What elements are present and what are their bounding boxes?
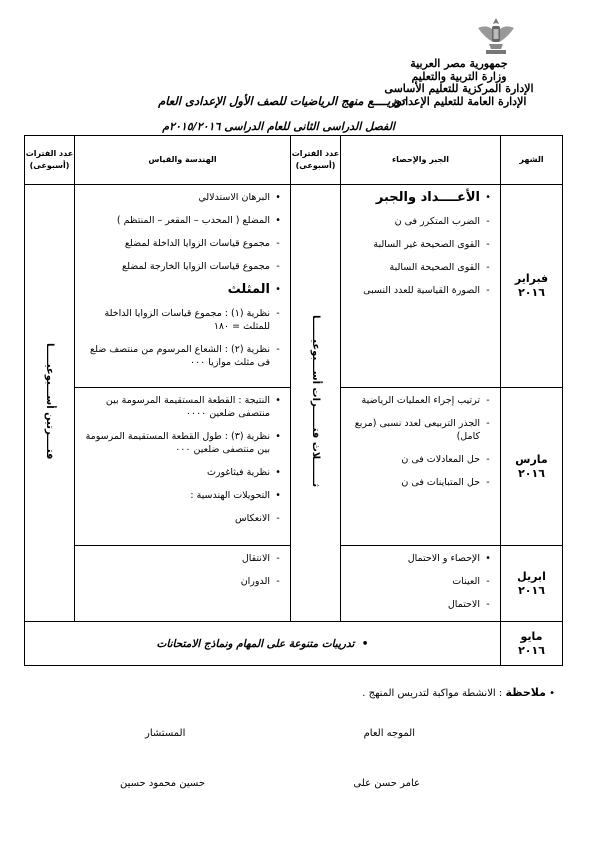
topic-text: الإحصاء و الاحتمال	[407, 553, 480, 564]
dash-icon: -	[486, 262, 490, 273]
geometry-cell	[75, 185, 291, 388]
signature-title-advisor: المستشار	[145, 728, 186, 739]
note-label: ملاحظة	[505, 686, 546, 699]
topic-text: الجذر التربيعى لعدد نسبى (مربع كامل)	[354, 418, 480, 442]
list-item	[345, 215, 494, 228]
list-item	[345, 284, 494, 297]
dash-icon: -	[276, 261, 280, 272]
list-item	[345, 417, 494, 443]
topic-text: الصورة القياسية للعدد النسبى	[363, 285, 480, 296]
topic-text: حل المعادلات فى ن	[401, 454, 480, 465]
list-item	[345, 261, 494, 274]
note-text: : الانشطة مواكبة لتدريس المنهج .	[362, 688, 503, 699]
topic-list	[75, 546, 290, 588]
header-periods: عدد الفترات (أسبوعى)	[291, 136, 341, 185]
topic-text: الانعكاس	[234, 513, 270, 524]
list-item	[79, 552, 284, 565]
bullet-icon: •	[275, 490, 281, 501]
header-month: الشهر	[501, 136, 563, 185]
month-name: مارس	[515, 452, 548, 466]
topic-text: النتيجة : القطعة المستقيمة المرسومة بين منتصفى ضلعين ٠٠٠٠	[105, 395, 270, 419]
list-item	[79, 489, 284, 502]
header-periods: عدد الفترات (أسبوعى)	[25, 136, 75, 185]
topic-text: القوى الصحيحة السالبة	[389, 262, 480, 273]
dash-icon: -	[486, 395, 490, 406]
month-year: ٢٠١٦	[518, 286, 545, 299]
topic-text: نظرية (٣) : طول القطعة المستقيمة المرسومة بين منتصفى ضلعين ٠٠٠	[85, 431, 270, 455]
month-name: مايو	[520, 629, 543, 643]
list-item	[79, 343, 284, 369]
curriculum-table	[24, 135, 563, 666]
note	[362, 686, 555, 699]
signature-name-advisor: حسين محمود حسين	[120, 778, 206, 789]
table-header-row	[25, 136, 563, 185]
final-revision-cell	[25, 622, 501, 666]
topic-text: المثلث	[227, 282, 270, 297]
topic-text: الانتقال	[241, 553, 270, 564]
topic-list	[341, 546, 500, 611]
list-item	[79, 237, 284, 250]
topic-text: ترتيب إجراء العمليات الرياضية	[361, 395, 480, 406]
month-name: ابريل	[517, 569, 546, 583]
month-name: فبراير	[514, 272, 549, 285]
dash-icon: -	[486, 477, 490, 488]
bullet-icon: •	[275, 467, 281, 478]
bullet-icon: •	[275, 215, 281, 226]
signature-title-general-supervisor: الموجه العام	[363, 728, 415, 739]
header-geometry: الهندسة والقياس	[75, 136, 291, 185]
list-item	[79, 283, 284, 297]
topic-text: مجموع قياسات الزوايا الخارجة لمضلع	[122, 261, 270, 272]
topic-text: الدوران	[240, 576, 270, 587]
algebra-cell	[341, 185, 501, 388]
periods-vertical-text: فتــــرتين أســـبوعيـــــا	[44, 343, 55, 460]
list-item	[345, 238, 494, 251]
table-row	[25, 622, 563, 666]
bullet-icon: •	[545, 688, 555, 699]
document-title: توزيــــع منهج الرياضيات للصف الأول الإعدادى العام	[158, 94, 405, 108]
list-item	[345, 453, 494, 466]
dash-icon: -	[486, 576, 490, 587]
list-item	[345, 394, 494, 407]
dash-icon: -	[276, 344, 280, 355]
bullet-icon: •	[354, 637, 369, 650]
dash-icon: -	[276, 238, 280, 249]
list-item	[345, 191, 494, 205]
header-line: الإدارة العامة للتعليم الإعدادى	[391, 94, 527, 108]
bullet-icon: •	[275, 192, 281, 203]
month-cell	[501, 546, 563, 622]
dash-icon: -	[486, 285, 490, 296]
geometry-cell	[75, 388, 291, 546]
bullet-icon: •	[275, 431, 281, 442]
list-item	[345, 476, 494, 489]
month-cell	[501, 388, 563, 546]
list-item	[79, 307, 284, 333]
final-revision-text: تدريبات متنوعة على المهام ونماذج الامتحانات	[156, 637, 355, 650]
algebra-cell	[341, 546, 501, 622]
list-item	[79, 394, 284, 420]
signature-name-general-supervisor: عامر حسن على	[353, 778, 420, 789]
dash-icon: -	[276, 576, 280, 587]
dash-icon: -	[276, 308, 280, 319]
periods-cell	[291, 185, 341, 622]
topic-text: الضرب المتكرر فى ن	[394, 216, 480, 227]
list-item	[79, 466, 284, 479]
month-year: ٢٠١٦	[518, 643, 545, 657]
list-item	[79, 575, 284, 588]
dash-icon: -	[486, 454, 490, 465]
list-item	[79, 214, 284, 227]
topic-text: البرهان الاستدلالي	[198, 192, 270, 203]
topic-text: القوى الصحيحة غير السالبة	[373, 239, 480, 250]
topic-list	[75, 185, 290, 369]
topic-text: المضلع ( المحدب – المقعر – المنتظم )	[116, 215, 270, 226]
topic-text: نظرية (٢) : الشعاع المرسوم من منتصف ضلع فى مثلث موازيا ٠٠٠	[90, 344, 270, 368]
month-cell	[501, 185, 563, 388]
bullet-icon: •	[485, 192, 491, 203]
month-cell	[501, 622, 563, 666]
header-line: جمهورية مصر العربية	[410, 57, 508, 70]
list-item	[79, 512, 284, 525]
header-algebra: الجبر والإحصاء	[341, 136, 501, 185]
list-item	[345, 575, 494, 588]
geometry-cell	[75, 546, 291, 622]
topic-text: الأعــــداد والجبر	[375, 190, 480, 205]
dash-icon: -	[486, 239, 490, 250]
bullet-icon: •	[485, 553, 491, 564]
topic-list	[341, 185, 500, 297]
bullet-icon: •	[275, 395, 281, 406]
header-line: الإدارة المركزية للتعليم الأساسى	[384, 82, 534, 95]
topic-text: مجموع قياسات الزوايا الداخلة لمضلع	[124, 238, 270, 249]
list-item	[79, 191, 284, 204]
dash-icon: -	[486, 599, 490, 610]
topic-text: حل المتباينات فى ن	[401, 477, 480, 488]
dash-icon: -	[486, 216, 490, 227]
dash-icon: -	[276, 553, 280, 564]
topic-list	[341, 388, 500, 489]
algebra-cell	[341, 388, 501, 546]
topic-text: الاحتمال	[447, 599, 480, 610]
document-subtitle: الفصل الدراسى الثانى للعام الدراسى ٢٠١٥/٢٠١٦م	[162, 120, 395, 133]
topic-text: العينات	[452, 576, 480, 587]
dash-icon: -	[276, 513, 280, 524]
month-year: ٢٠١٦	[518, 583, 545, 597]
header-line: وزارة التربية والتعليم	[411, 69, 507, 83]
topic-text: نظرية فيثاغورث	[206, 467, 270, 478]
bullet-icon: •	[275, 284, 281, 295]
table-row	[25, 185, 563, 388]
topic-text: نظرية (١) : مجموع قياسات الزوايا الداخلة للمثلث = ١٨٠	[104, 308, 270, 332]
egypt-eagle-emblem-icon	[475, 16, 517, 56]
periods-cell	[25, 185, 75, 622]
list-item	[79, 260, 284, 273]
topic-list	[75, 388, 290, 525]
topic-text: التحويلات الهندسية :	[190, 490, 270, 501]
month-year: ٢٠١٦	[518, 466, 545, 480]
list-item	[345, 598, 494, 611]
periods-vertical-text: ثـــــــلاث فتــــــرات أســـبوعيــــــا	[310, 315, 321, 488]
dash-icon: -	[486, 418, 490, 429]
list-item	[79, 430, 284, 456]
list-item	[345, 552, 494, 565]
